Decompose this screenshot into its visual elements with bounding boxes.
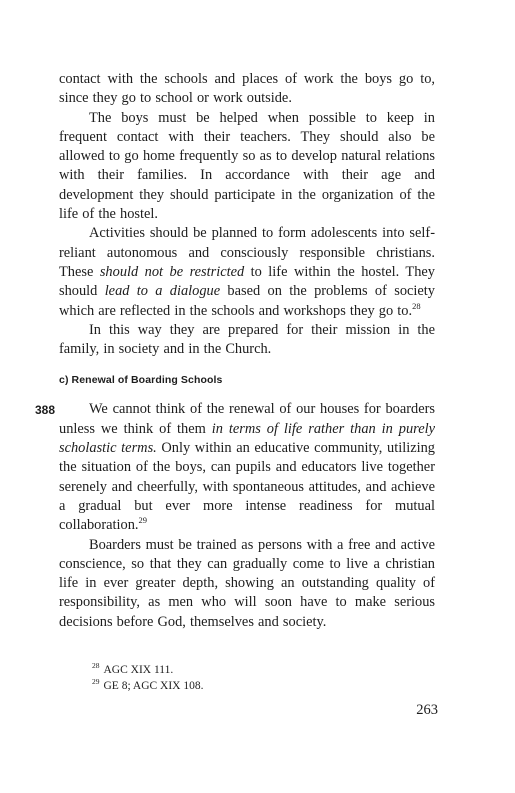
paragraph	[59, 400, 435, 535]
section-heading: c) Renewal of Boarding Schools	[59, 374, 223, 387]
text-run: Activities should be planned to form adolescents into self-reliant autonomous and consciously responsible christians. These	[59, 225, 435, 280]
footnote	[92, 678, 204, 694]
italic-text: in terms of life rather than in purely scholastic terms.	[59, 420, 435, 457]
section-paragraphs	[59, 400, 435, 632]
text-run: contact with the schools and places of work the boys go to, since they go to school or work outside.	[59, 71, 435, 107]
text-run: Only within an educative community, utilizing the situation of the boys, can pupils and educators live together serenely and cheerfully, with spontaneous attitudes, and achieve a gradual but ever more intense readiness for mutual collaboration.	[59, 440, 435, 534]
footnote-mark: 29	[92, 677, 100, 687]
text-run: to life within the hostel. They should	[59, 263, 435, 300]
footnote	[92, 662, 204, 678]
page-number: 263	[416, 702, 438, 718]
footnote-reference: 28	[412, 300, 421, 311]
footnote-text: GE 8; AGC XIX 108.	[103, 680, 204, 692]
paragraph	[59, 109, 435, 225]
footnote-reference: 29	[138, 515, 148, 526]
italic-text: lead to a dialogue	[104, 283, 221, 300]
text-run: Boarders must be trained as persons with a free and active conscience, so that they can gradually come to live a christian life in ever greater depth, showing an outstanding quality of responsibility, as men who will soon have to make serious decisions before God, themselves and society.	[59, 536, 435, 630]
footnote-text: AGC XIX 111.	[103, 664, 174, 676]
paragraph	[59, 321, 435, 360]
footnote-mark: 28	[92, 661, 100, 671]
paragraph	[59, 224, 435, 320]
main-text-column	[35, 70, 435, 632]
paragraph	[59, 70, 435, 109]
text-run: The boys must be helped when possible to keep in frequent contact with their teachers. They should also be allowed to go home frequently so as to develop natural relations with their families. In accordance with their age and development they should participate in the organization of the life of the hostel.	[59, 109, 435, 223]
text-run: based on the problems of society which are reflected in the schools and workshops they go to.	[59, 283, 435, 319]
footnotes	[92, 662, 204, 694]
paragraph	[59, 536, 435, 632]
italic-text: should not be restricted	[99, 263, 245, 280]
opening-paragraphs	[59, 70, 435, 359]
text-run: In this way they are prepared for their mission in the family, in society and in the Church.	[59, 321, 435, 358]
text-run: We cannot think of the renewal of our houses for boarders unless we think of them	[59, 401, 435, 437]
section-body	[35, 400, 435, 632]
margin-paragraph-number: 388	[35, 403, 56, 418]
